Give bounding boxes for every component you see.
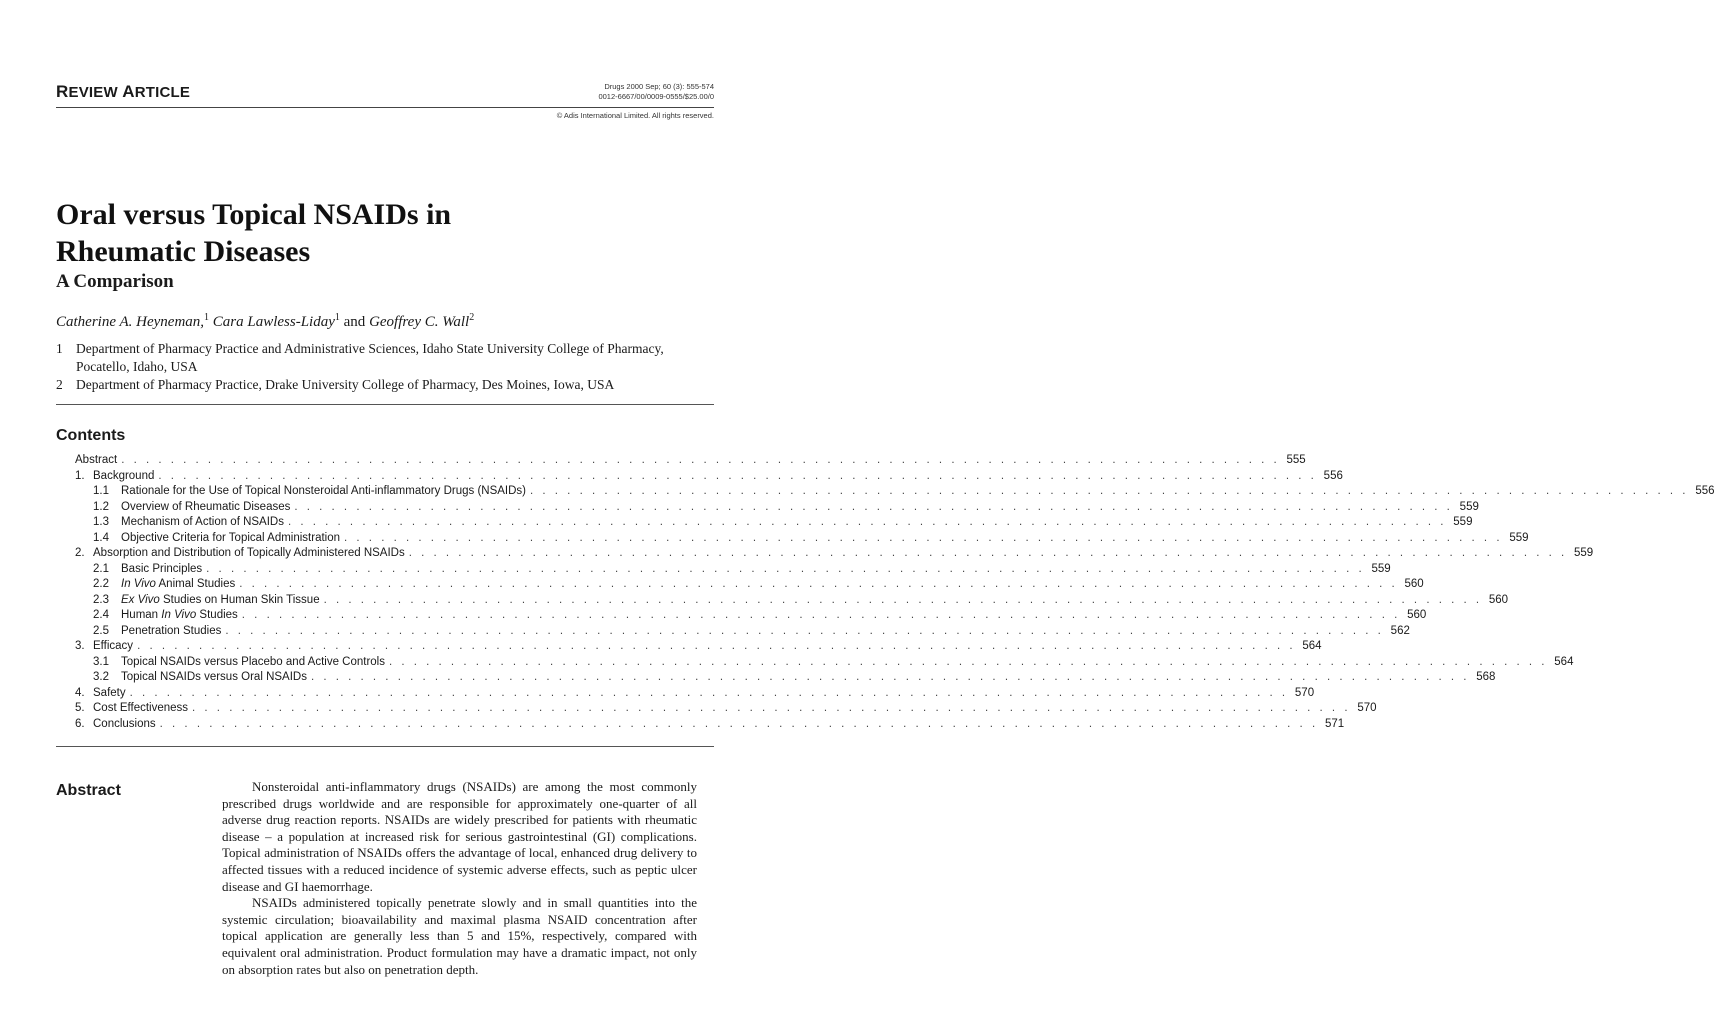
toc-number: 4. bbox=[75, 686, 85, 699]
toc-page-number: 559 bbox=[1453, 516, 1473, 528]
toc-page-number: 571 bbox=[1324, 717, 1345, 730]
toc-entry[interactable] bbox=[75, 624, 1410, 640]
toc-page-number: 559 bbox=[1574, 547, 1594, 559]
toc-title: Overview of Rheumatic Diseases bbox=[121, 500, 291, 513]
toc-entry[interactable] bbox=[75, 717, 1345, 733]
toc-title: Abstract bbox=[75, 454, 118, 466]
toc-leader-dots: . . . . . . . . . . . . . . . . . . . . . . . . . . . . . . . . . . . . . . . . . . . . . . . . . . . . . . . . . . . . . . . . . . . . . . . . . . . . . . . . . . . . . . . . . . . . . . bbox=[225, 624, 1384, 637]
affiliation-number: 2 bbox=[56, 377, 63, 392]
toc-entry[interactable] bbox=[75, 500, 1479, 516]
article-title-line-2: Rheumatic Diseases bbox=[56, 235, 311, 268]
abstract-paragraph: Nonsteroidal anti-inflammatory drugs (NSAIDs) are among the most commonly prescribed drugs worldwide and are responsible for approximately one-quarter of all adverse drug reaction reports. NSAIDs are widely prescribed for patients with rheumatic disease – a population at increased risk for serious gastrointestinal (GI) complications. Topical administration of NSAIDs offers the advantage of local, enhanced drug delivery to affected tissues with a reduced incidence of systemic adverse effects, such as peptic ulcer disease and GI haemorrhage. bbox=[222, 779, 697, 894]
toc-page-number: 559 bbox=[1371, 562, 1391, 575]
toc-entry[interactable] bbox=[75, 469, 1343, 485]
toc-entry[interactable] bbox=[75, 639, 1322, 655]
toc-title: Basic Principles bbox=[121, 562, 203, 575]
toc-leader-dots: . . . . . . . . . . . . . . . . . . . . . . . . . . . . . . . . . . . . . . . . . . . . . . . . . . . . . . . . . . . . . . . . . . . . . . . . . . . . . . . . . . . . . . . . . . . . . . bbox=[310, 671, 1470, 683]
toc-title-italic: In Vivo bbox=[161, 609, 197, 621]
toc-leader-dots: . . . . . . . . . . . . . . . . . . . . . . . . . . . . . . . . . . . . . . . . . . . . . . . . . . . . . . . . . . . . . . . . . . . . . . . . . . . . . . . . . . . . . . . . . . . . . . bbox=[121, 454, 1280, 466]
toc-entry[interactable] bbox=[75, 515, 1473, 531]
toc-title-pre: Human bbox=[121, 609, 162, 621]
toc-page-number: 560 bbox=[1407, 609, 1427, 621]
toc-title-italic: Ex Vivo bbox=[121, 593, 160, 606]
toc-leader-dots: . . . . . . . . . . . . . . . . . . . . . . . . . . . . . . . . . . . . . . . . . . . . . . . . . . . . . . . . . . . . . . . . . . . . . . . . . . . . . . . . . . . . . . . . . . . . . . bbox=[206, 562, 1365, 575]
toc-page-number: 570 bbox=[1294, 686, 1315, 699]
header-rule bbox=[56, 107, 714, 108]
toc-title-rest: Studies bbox=[196, 609, 238, 621]
citation-line-1: Drugs 2000 Sep; 60 (3): 555-574 bbox=[604, 82, 714, 91]
toc-number: 2. bbox=[75, 547, 85, 559]
toc-title: Cost Effectiveness bbox=[93, 702, 189, 714]
toc-leader-dots: . . . . . . . . . . . . . . . . . . . . . . . . . . . . . . . . . . . . . . . . . . . . . . . . . . . . . . . . . . . . . . . . . . . . . . . . . . . . . . . . . . . . . . . . . . . . . . bbox=[239, 578, 1398, 590]
affiliation-item bbox=[56, 376, 716, 394]
toc-number: 5. bbox=[75, 702, 85, 714]
toc-title bbox=[121, 577, 239, 593]
toc-title: Efficacy bbox=[93, 640, 134, 652]
toc-leader-dots: . . . . . . . . . . . . . . . . . . . . . . . . . . . . . . . . . . . . . . . . . . . . . . . . . . . . . . . . . . . . . . . . . . . . . . . . . . . . . . . . . . . . . . . . . . . . . . bbox=[294, 500, 1453, 513]
article-type-cap-1: R bbox=[56, 82, 69, 101]
toc-number: 3.1 bbox=[93, 655, 109, 668]
toc-title-rest: Animal Studies bbox=[155, 578, 236, 590]
affiliation-item bbox=[56, 340, 716, 376]
toc-entry[interactable] bbox=[75, 655, 1574, 671]
toc-entry[interactable] bbox=[75, 670, 1496, 686]
abstract-paragraph: NSAIDs administered topically penetrate slowly and in small quantities into the systemic circulation; bioavailability and maximal plasma NSAID concentration after topical application are generally less than 5 and 15%, respectively, compared with equivalent oral administration. Product formulation may have a dramatic impact, not only on absorption rates but also on penetration depth. bbox=[222, 895, 697, 977]
toc-title: Mechanism of Action of NSAIDs bbox=[121, 516, 284, 528]
contents-heading: Contents bbox=[56, 427, 126, 444]
toc-leader-dots: . . . . . . . . . . . . . . . . . . . . . . . . . . . . . . . . . . . . . . . . . . . . . . . . . . . . . . . . . . . . . . . . . . . . . . . . . . . . . . . . . . . . . . . . . . . . . . bbox=[530, 485, 1689, 497]
toc-number: 2.5 bbox=[93, 624, 109, 637]
toc-page-number: 559 bbox=[1509, 531, 1529, 544]
toc-title bbox=[121, 593, 324, 609]
abstract-heading: Abstract bbox=[56, 782, 121, 799]
toc-number: 3.2 bbox=[93, 671, 109, 683]
toc-page-number: 570 bbox=[1357, 702, 1377, 714]
toc-page-number: 560 bbox=[1488, 593, 1509, 606]
article-title-line-1: Oral versus Topical NSAIDs in bbox=[56, 198, 452, 231]
toc-entry[interactable] bbox=[75, 453, 1306, 469]
toc-number: 2.4 bbox=[93, 609, 109, 621]
toc-number: 2.2 bbox=[93, 578, 109, 590]
toc-entry[interactable] bbox=[75, 531, 1529, 547]
toc-leader-dots: . . . . . . . . . . . . . . . . . . . . . . . . . . . . . . . . . . . . . . . . . . . . . . . . . . . . . . . . . . . . . . . . . . . . . . . . . . . . . . . . . . . . . . . . . . . . . . bbox=[158, 469, 1317, 482]
toc-entry[interactable] bbox=[75, 562, 1391, 578]
toc-number: 2.1 bbox=[93, 562, 109, 575]
toc-entry[interactable] bbox=[75, 701, 1377, 717]
toc-entry[interactable] bbox=[75, 577, 1424, 593]
toc-leader-dots: . . . . . . . . . . . . . . . . . . . . . . . . . . . . . . . . . . . . . . . . . . . . . . . . . . . . . . . . . . . . . . . . . . . . . . . . . . . . . . . . . . . . . . . . . . . . . . bbox=[129, 686, 1289, 699]
toc-title: Objective Criteria for Topical Administration bbox=[121, 531, 341, 544]
toc-page-number: 559 bbox=[1459, 500, 1479, 513]
toc-title: Safety bbox=[93, 686, 126, 699]
toc-number: 1.1 bbox=[93, 485, 109, 497]
toc-leader-dots: . . . . . . . . . . . . . . . . . . . . . . . . . . . . . . . . . . . . . . . . . . . . . . . . . . . . . . . . . . . . . . . . . . . . . . . . . . . . . . . . . . . . . . . . . . . . . . bbox=[388, 655, 1548, 668]
author-name: Cara Lawless-Liday bbox=[212, 314, 335, 330]
toc-leader-dots: . . . . . . . . . . . . . . . . . . . . . . . . . . . . . . . . . . . . . . . . . . . . . . . . . . . . . . . . . . . . . . . . . . . . . . . . . . . . . . . . . . . . . . . . . . . . . . bbox=[241, 609, 1401, 621]
abstract-body bbox=[222, 779, 697, 978]
toc-page-number: 556 bbox=[1695, 485, 1715, 497]
toc-number: 6. bbox=[75, 717, 85, 730]
author-conjunction: and bbox=[343, 314, 366, 330]
table-of-contents bbox=[75, 453, 1715, 732]
author-affiliation-marker: 2 bbox=[469, 312, 475, 323]
toc-page-number: 555 bbox=[1286, 454, 1306, 466]
author-name: Geoffrey C. Wall bbox=[369, 314, 470, 330]
citation-line-2: 0012-6667/00/0009-0555/$25.00/0 bbox=[598, 92, 714, 101]
toc-page-number: 564 bbox=[1554, 655, 1574, 668]
author-name: Catherine A. Heyneman, bbox=[56, 314, 205, 330]
toc-number: 2.3 bbox=[93, 593, 109, 606]
toc-title: Topical NSAIDs versus Placebo and Active Controls bbox=[121, 655, 385, 668]
author-affiliation-marker: 1 bbox=[204, 312, 210, 323]
toc-number: 1.2 bbox=[93, 500, 109, 513]
affiliation-list bbox=[56, 340, 716, 394]
toc-entry[interactable] bbox=[75, 593, 1509, 609]
article-type-cap-2: A bbox=[122, 82, 135, 101]
toc-page-number: 562 bbox=[1390, 624, 1410, 637]
article-title bbox=[56, 196, 451, 270]
section-divider bbox=[56, 746, 714, 747]
toc-entry[interactable] bbox=[75, 546, 1594, 562]
toc-entry[interactable] bbox=[75, 608, 1427, 624]
toc-number: 1.3 bbox=[93, 516, 109, 528]
toc-title-rest: Studies on Human Skin Tissue bbox=[159, 593, 320, 606]
toc-leader-dots: . . . . . . . . . . . . . . . . . . . . . . . . . . . . . . . . . . . . . . . . . . . . . . . . . . . . . . . . . . . . . . . . . . . . . . . . . . . . . . . . . . . . . . . . . . . . . . bbox=[137, 640, 1296, 652]
toc-leader-dots: . . . . . . . . . . . . . . . . . . . . . . . . . . . . . . . . . . . . . . . . . . . . . . . . . . . . . . . . . . . . . . . . . . . . . . . . . . . . . . . . . . . . . . . . . . . . . . bbox=[408, 547, 1568, 559]
toc-entry[interactable] bbox=[75, 686, 1315, 702]
toc-title: Background bbox=[93, 469, 155, 482]
toc-entry[interactable] bbox=[75, 484, 1715, 500]
toc-title: Topical NSAIDs versus Oral NSAIDs bbox=[121, 671, 307, 683]
toc-number: 3. bbox=[75, 640, 85, 652]
toc-page-number: 568 bbox=[1476, 671, 1496, 683]
toc-number: 1.4 bbox=[93, 531, 109, 544]
toc-title bbox=[121, 608, 242, 624]
toc-page-number: 564 bbox=[1302, 640, 1322, 652]
toc-leader-dots: . . . . . . . . . . . . . . . . . . . . . . . . . . . . . . . . . . . . . . . . . . . . . . . . . . . . . . . . . . . . . . . . . . . . . . . . . . . . . . . . . . . . . . . . . . . . . . bbox=[344, 531, 1503, 544]
toc-leader-dots: . . . . . . . . . . . . . . . . . . . . . . . . . . . . . . . . . . . . . . . . . . . . . . . . . . . . . . . . . . . . . . . . . . . . . . . . . . . . . . . . . . . . . . . . . . . . . . bbox=[192, 702, 1351, 714]
section-divider bbox=[56, 404, 714, 405]
affiliation-text: Department of Pharmacy Practice and Administrative Sciences, Idaho State University College of Pharmacy, Pocatello, Idaho, USA bbox=[76, 341, 664, 374]
article-type-rest-1: EVIEW bbox=[68, 84, 123, 101]
toc-title-italic: In Vivo bbox=[121, 578, 156, 590]
toc-page-number: 560 bbox=[1404, 578, 1424, 590]
toc-title: Rationale for the Use of Topical Nonsteroidal Anti-inflammatory Drugs (NSAIDs) bbox=[121, 485, 527, 497]
toc-title: Conclusions bbox=[93, 717, 156, 730]
toc-title: Absorption and Distribution of Topically Administered NSAIDs bbox=[93, 547, 405, 559]
citation-block bbox=[598, 82, 714, 102]
toc-leader-dots: . . . . . . . . . . . . . . . . . . . . . . . . . . . . . . . . . . . . . . . . . . . . . . . . . . . . . . . . . . . . . . . . . . . . . . . . . . . . . . . . . . . . . . . . . . . . . . bbox=[323, 593, 1483, 606]
article-type-rest-2: RTICLE bbox=[134, 84, 191, 101]
article-subtitle: A Comparison bbox=[56, 271, 174, 292]
toc-page-number: 556 bbox=[1323, 469, 1343, 482]
affiliation-number: 1 bbox=[56, 341, 63, 356]
toc-leader-dots: . . . . . . . . . . . . . . . . . . . . . . . . . . . . . . . . . . . . . . . . . . . . . . . . . . . . . . . . . . . . . . . . . . . . . . . . . . . . . . . . . . . . . . . . . . . . . . bbox=[287, 516, 1447, 528]
toc-title: Penetration Studies bbox=[121, 624, 222, 637]
affiliation-text: Department of Pharmacy Practice, Drake University College of Pharmacy, Des Moines, Iowa, USA bbox=[76, 377, 615, 392]
author-affiliation-marker: 1 bbox=[334, 312, 340, 323]
toc-leader-dots: . . . . . . . . . . . . . . . . . . . . . . . . . . . . . . . . . . . . . . . . . . . . . . . . . . . . . . . . . . . . . . . . . . . . . . . . . . . . . . . . . . . . . . . . . . . . . . bbox=[159, 717, 1319, 730]
copyright-notice: © Adis International Limited. All rights reserved. bbox=[556, 111, 714, 120]
toc-number: 1. bbox=[75, 469, 85, 482]
article-type-label bbox=[56, 82, 190, 102]
author-list bbox=[56, 312, 474, 331]
